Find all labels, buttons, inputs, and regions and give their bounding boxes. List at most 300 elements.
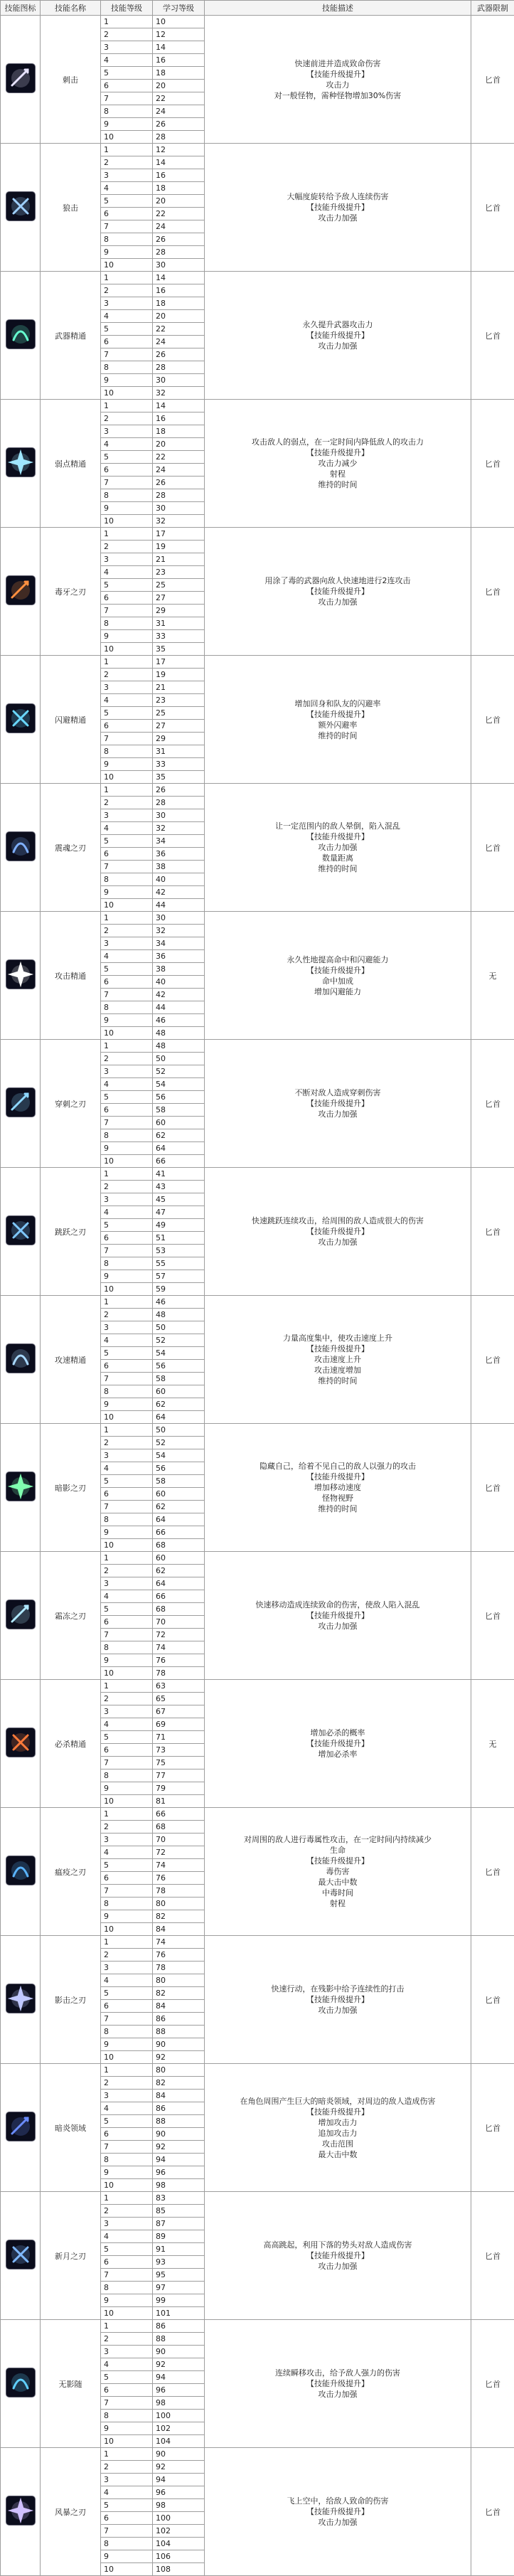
learn-level: 49 (153, 1219, 205, 1232)
description-line: 【技能升级提升】 (208, 965, 468, 976)
learn-level: 28 (153, 489, 205, 502)
skill-name: 必杀精通 (41, 1680, 101, 1808)
skill-name: 霜冻之刃 (41, 1552, 101, 1680)
skill-level: 8 (101, 489, 153, 502)
skill-level-row (1, 1296, 514, 1309)
skill-level: 5 (101, 963, 153, 976)
skill-level: 9 (101, 2550, 153, 2563)
weapon-limit: 匕首 (471, 144, 514, 272)
skill-level: 1 (101, 528, 153, 541)
learn-level: 14 (153, 156, 205, 169)
learn-level: 100 (153, 2410, 205, 2422)
description-line: 快速跳跃连续攻击，给周围的敌人造成很大的伤害 (208, 1215, 468, 1226)
weapon-limit: 匕首 (471, 1168, 514, 1296)
learn-level: 89 (153, 2230, 205, 2243)
skill-level: 10 (101, 2179, 153, 2192)
storm-blade-icon (6, 2496, 36, 2526)
learn-level: 76 (153, 1949, 205, 1962)
skill-level: 6 (101, 2256, 153, 2269)
skill-level: 7 (101, 733, 153, 745)
description-line: 攻击力加强 (208, 2005, 468, 2016)
learn-level: 10 (153, 16, 205, 28)
learn-level: 22 (153, 451, 205, 464)
description-line: 【技能升级提升】 (208, 586, 468, 597)
learn-level: 76 (153, 1872, 205, 1885)
skill-level: 3 (101, 2218, 153, 2230)
description-line: 数量距离 (208, 853, 468, 863)
learn-level: 21 (153, 681, 205, 694)
description-line: 不断对敌人造成穿刺伤害 (208, 1087, 468, 1098)
learn-level: 19 (153, 669, 205, 681)
description-line: 攻击范围 (208, 2139, 468, 2149)
skill-level: 8 (101, 2410, 153, 2422)
skill-level: 1 (101, 1296, 153, 1309)
skill-level: 7 (101, 2525, 153, 2538)
learn-level: 91 (153, 2243, 205, 2256)
skill-level: 7 (101, 220, 153, 233)
skill-level: 8 (101, 1641, 153, 1654)
learn-level: 26 (153, 477, 205, 489)
crescent-blade-icon (6, 1215, 36, 1245)
learn-level: 60 (153, 1117, 205, 1129)
skill-level: 7 (101, 861, 153, 873)
learn-level: 65 (153, 1693, 205, 1705)
skill-level: 3 (101, 1449, 153, 1462)
skill-level: 5 (101, 1987, 153, 2000)
skill-icon-cell (1, 1296, 41, 1424)
description-line: 攻击力 (208, 80, 468, 90)
weapon-limit: 匕首 (471, 400, 514, 528)
skill-level: 6 (101, 1744, 153, 1757)
skill-level: 5 (101, 1347, 153, 1360)
learn-level: 66 (153, 1590, 205, 1603)
skill-level: 10 (101, 1155, 153, 1168)
skill-icon-cell (1, 2192, 41, 2320)
learn-level: 62 (153, 1129, 205, 1142)
learn-level: 27 (153, 720, 205, 733)
skill-level: 2 (101, 1053, 153, 1065)
learn-level: 86 (153, 2320, 205, 2333)
description-line: 快速前进并造成致命伤害 (208, 58, 468, 69)
skill-level: 7 (101, 605, 153, 617)
learn-level: 17 (153, 656, 205, 669)
skill-level: 7 (101, 1885, 153, 1898)
learn-level: 21 (153, 553, 205, 566)
skill-icon-cell (1, 1808, 41, 1936)
learn-level: 94 (153, 2371, 205, 2384)
soul-blade-icon (6, 831, 36, 861)
description-line: 维持的时间 (208, 479, 468, 490)
skill-level: 2 (101, 2077, 153, 2090)
learn-level: 67 (153, 1705, 205, 1718)
learn-level: 50 (153, 1424, 205, 1437)
skill-icon-cell (1, 528, 41, 656)
learn-level: 24 (153, 464, 205, 477)
skill-level: 1 (101, 1680, 153, 1693)
skill-level: 5 (101, 195, 153, 208)
skill-level: 10 (101, 1795, 153, 1808)
description-line: 增加必杀率 (208, 1749, 468, 1760)
learn-level: 30 (153, 259, 205, 272)
learn-level: 68 (153, 1539, 205, 1552)
learn-level: 20 (153, 310, 205, 323)
learn-level: 57 (153, 1270, 205, 1283)
learn-level: 88 (153, 2026, 205, 2038)
learn-level: 22 (153, 208, 205, 220)
plague-blade-icon (6, 1856, 36, 1885)
frost-vortex-icon (6, 1600, 36, 1629)
description-line: 对周围的敌人进行毒属性攻击，在一定时间内持续减少 (208, 1834, 468, 1845)
skill-level: 7 (101, 2141, 153, 2154)
skill-level: 5 (101, 2243, 153, 2256)
learn-level: 95 (153, 2269, 205, 2282)
learn-level: 16 (153, 284, 205, 297)
skill-level: 6 (101, 464, 153, 477)
description-line: 增加回身和队友的闪避率 (208, 698, 468, 709)
dark-flame-icon (6, 2112, 36, 2141)
skill-level: 6 (101, 1360, 153, 1373)
learn-level: 28 (153, 246, 205, 259)
learn-level: 52 (153, 1065, 205, 1078)
description-line: 【技能升级提升】 (208, 2506, 468, 2517)
learn-level: 18 (153, 182, 205, 195)
learn-level: 14 (153, 272, 205, 284)
skill-description (205, 1296, 471, 1424)
skill-level: 4 (101, 54, 153, 67)
skill-level: 9 (101, 1782, 153, 1795)
learn-level: 66 (153, 1808, 205, 1821)
description-line: 攻击速度上升 (208, 1354, 468, 1365)
skill-level: 1 (101, 1808, 153, 1821)
description-line: 对一般怪物，需种怪物增加30%伤害 (208, 90, 468, 101)
skill-level: 1 (101, 1040, 153, 1053)
skill-level: 9 (101, 2294, 153, 2307)
venom-fang-icon (6, 575, 36, 605)
skill-level: 9 (101, 118, 153, 131)
skill-level: 4 (101, 2230, 153, 2243)
skill-level: 1 (101, 400, 153, 413)
skill-level: 6 (101, 2512, 153, 2525)
learn-level: 92 (153, 2461, 205, 2474)
learn-level: 84 (153, 2000, 205, 2013)
description-line: 攻击力加强 (208, 597, 468, 607)
learn-level: 90 (153, 2038, 205, 2051)
skill-level: 1 (101, 2448, 153, 2461)
learn-level: 28 (153, 797, 205, 809)
skill-level: 7 (101, 1757, 153, 1769)
learn-level: 23 (153, 566, 205, 579)
learn-level: 54 (153, 1078, 205, 1091)
skill-level: 2 (101, 2205, 153, 2218)
sword-thrust-icon (6, 63, 36, 93)
description-line: 【技能升级提升】 (208, 1738, 468, 1749)
learn-level: 50 (153, 1321, 205, 1334)
skill-level-row (1, 2192, 514, 2205)
header-icon: 技能图标 (1, 1, 41, 16)
learn-level: 12 (153, 28, 205, 41)
skill-level: 9 (101, 246, 153, 259)
learn-level: 108 (153, 2563, 205, 2576)
skill-level: 8 (101, 105, 153, 118)
skill-level: 3 (101, 1705, 153, 1718)
learn-level: 51 (153, 1232, 205, 1245)
skill-name: 新月之刃 (41, 2192, 101, 2320)
skill-level: 3 (101, 1193, 153, 1206)
learn-level: 32 (153, 822, 205, 835)
learn-level: 98 (153, 2499, 205, 2512)
learn-level: 52 (153, 1334, 205, 1347)
skill-description (205, 2448, 471, 2576)
skill-level: 2 (101, 1181, 153, 1193)
skill-level: 8 (101, 745, 153, 758)
header-level: 技能等级 (101, 1, 153, 16)
skill-level: 1 (101, 272, 153, 284)
skill-level: 1 (101, 16, 153, 28)
weapon-limit: 匕首 (471, 1040, 514, 1168)
learn-level: 28 (153, 131, 205, 144)
skill-level: 9 (101, 1910, 153, 1923)
skill-level-row (1, 2064, 514, 2077)
description-line: 用涂了毒的武器向敌人快速地进行2连攻击 (208, 575, 468, 586)
skill-level: 5 (101, 1859, 153, 1872)
learn-level: 44 (153, 899, 205, 912)
learn-level: 78 (153, 1667, 205, 1680)
skill-level: 3 (101, 2474, 153, 2486)
learn-level: 102 (153, 2422, 205, 2435)
skill-level-row (1, 656, 514, 669)
learn-level: 71 (153, 1731, 205, 1744)
description-line: 快速移动造成连续致命的伤害，使敌人陷入混乱 (208, 1600, 468, 1610)
learn-level: 47 (153, 1206, 205, 1219)
skill-level: 3 (101, 1065, 153, 1078)
skill-name: 影击之刃 (41, 1936, 101, 2064)
skill-level: 3 (101, 1321, 153, 1334)
skill-level: 6 (101, 1872, 153, 1885)
learn-level: 25 (153, 579, 205, 592)
learn-level: 54 (153, 1449, 205, 1462)
skill-level-row (1, 1168, 514, 1181)
skill-description (205, 912, 471, 1040)
skill-name: 穿刺之刃 (41, 1040, 101, 1168)
skill-level: 5 (101, 2115, 153, 2128)
learn-level: 84 (153, 1923, 205, 1936)
learn-level: 66 (153, 1526, 205, 1539)
skill-level-row (1, 400, 514, 413)
skill-level: 10 (101, 643, 153, 656)
description-line: 增加闪避能力 (208, 986, 468, 997)
learn-level: 32 (153, 387, 205, 400)
skill-level-row (1, 912, 514, 925)
skill-name: 毒牙之刃 (41, 528, 101, 656)
skills-body (1, 16, 514, 2576)
learn-level: 72 (153, 1846, 205, 1859)
learn-level: 66 (153, 1155, 205, 1168)
weapon-limit: 无 (471, 912, 514, 1040)
learn-level: 35 (153, 643, 205, 656)
skill-level: 2 (101, 2461, 153, 2474)
learn-level: 81 (153, 1795, 205, 1808)
skill-level: 9 (101, 374, 153, 387)
weapon-limit: 匕首 (471, 528, 514, 656)
learn-level: 88 (153, 2115, 205, 2128)
skill-level: 9 (101, 1654, 153, 1667)
description-line: 攻击力加强 (208, 1109, 468, 1119)
learn-level: 86 (153, 2102, 205, 2115)
learn-level: 90 (153, 2346, 205, 2358)
learn-level: 24 (153, 336, 205, 348)
learn-level: 40 (153, 976, 205, 989)
learn-level: 75 (153, 1757, 205, 1769)
skill-level: 4 (101, 950, 153, 963)
learn-level: 74 (153, 1859, 205, 1872)
learn-level: 48 (153, 1309, 205, 1321)
learn-level: 62 (153, 1398, 205, 1411)
skill-level: 6 (101, 1616, 153, 1629)
skill-level: 10 (101, 131, 153, 144)
learn-level: 56 (153, 1462, 205, 1475)
learn-level: 102 (153, 2525, 205, 2538)
learn-level: 26 (153, 118, 205, 131)
skill-description (205, 528, 471, 656)
skill-level: 6 (101, 2128, 153, 2141)
skill-level: 5 (101, 1731, 153, 1744)
skill-level: 6 (101, 2000, 153, 2013)
skill-level: 3 (101, 169, 153, 182)
skill-level: 4 (101, 1334, 153, 1347)
skill-level: 1 (101, 784, 153, 797)
skill-level: 4 (101, 1078, 153, 1091)
skill-level: 9 (101, 1014, 153, 1027)
learn-level: 26 (153, 784, 205, 797)
learn-level: 90 (153, 2128, 205, 2141)
skill-level: 2 (101, 541, 153, 553)
skill-level: 2 (101, 925, 153, 937)
skill-level: 2 (101, 797, 153, 809)
skill-description (205, 1808, 471, 1936)
skill-description (205, 656, 471, 784)
description-line: 【技能升级提升】 (208, 1343, 468, 1354)
skill-level: 5 (101, 1219, 153, 1232)
skill-level: 4 (101, 182, 153, 195)
skill-level: 1 (101, 1168, 153, 1181)
skill-level: 8 (101, 2538, 153, 2550)
skill-level: 3 (101, 1962, 153, 1974)
description-line: 【技能升级提升】 (208, 1471, 468, 1482)
skill-level: 6 (101, 80, 153, 92)
skill-level: 8 (101, 1898, 153, 1910)
learn-level: 98 (153, 2397, 205, 2410)
learn-level: 28 (153, 361, 205, 374)
skill-level: 6 (101, 1104, 153, 1117)
skill-level: 5 (101, 707, 153, 720)
skill-level: 5 (101, 1475, 153, 1488)
skill-level: 1 (101, 656, 153, 669)
description-line: 攻击速度增加 (208, 1365, 468, 1375)
skill-description (205, 272, 471, 400)
learn-level: 58 (153, 1373, 205, 1385)
learn-level: 16 (153, 169, 205, 182)
skill-name: 暗影之刃 (41, 1424, 101, 1552)
learn-level: 33 (153, 630, 205, 643)
learn-level: 80 (153, 2064, 205, 2077)
skill-level: 8 (101, 617, 153, 630)
skill-level: 2 (101, 413, 153, 425)
learn-level: 36 (153, 848, 205, 861)
description-line: 【技能升级提升】 (208, 2250, 468, 2261)
description-line: 最大击中数 (208, 1877, 468, 1888)
learn-level: 30 (153, 912, 205, 925)
skill-level: 7 (101, 1501, 153, 1513)
pierce-blade-icon (6, 1087, 36, 1117)
skill-level: 2 (101, 669, 153, 681)
skill-level: 2 (101, 2333, 153, 2346)
description-line: 命中加成 (208, 976, 468, 986)
description-line: 攻击力加强 (208, 2389, 468, 2400)
skill-level: 2 (101, 1693, 153, 1705)
skill-level: 9 (101, 1398, 153, 1411)
description-line: 高高跳起，利用下落的势头对敌人造成伤害 (208, 2240, 468, 2250)
learn-level: 18 (153, 297, 205, 310)
description-line: 生命 (208, 1845, 468, 1856)
learn-level: 55 (153, 1257, 205, 1270)
learn-level: 36 (153, 950, 205, 963)
learn-level: 64 (153, 1513, 205, 1526)
description-line: 【技能升级提升】 (208, 1226, 468, 1237)
description-line: 【技能升级提升】 (208, 1856, 468, 1866)
skill-level: 4 (101, 1974, 153, 1987)
learn-level: 73 (153, 1744, 205, 1757)
learn-level: 77 (153, 1769, 205, 1782)
learn-level: 18 (153, 425, 205, 438)
weapon-limit: 匕首 (471, 656, 514, 784)
skill-level-row (1, 2448, 514, 2461)
skill-level: 4 (101, 566, 153, 579)
shadowless-icon (6, 2368, 36, 2397)
skill-name: 无影随 (41, 2320, 101, 2448)
skill-level: 3 (101, 937, 153, 950)
skill-level: 10 (101, 259, 153, 272)
learn-level: 82 (153, 1910, 205, 1923)
learn-level: 53 (153, 1245, 205, 1257)
weapon-limit: 匕首 (471, 2064, 514, 2192)
description-line: 【技能升级提升】 (208, 1610, 468, 1621)
skill-icon-cell (1, 2448, 41, 2576)
skill-description (205, 144, 471, 272)
learn-level: 84 (153, 2090, 205, 2102)
skill-name: 跳跃之刃 (41, 1168, 101, 1296)
learn-level: 63 (153, 1680, 205, 1693)
learn-level: 45 (153, 1193, 205, 1206)
learn-level: 46 (153, 1296, 205, 1309)
skill-description (205, 784, 471, 912)
skill-level: 2 (101, 28, 153, 41)
skill-level-row (1, 1680, 514, 1693)
weapon-limit: 匕首 (471, 1808, 514, 1936)
learn-level: 96 (153, 2486, 205, 2499)
description-line: 攻击敌人的弱点，在一定时间内降低敌人的攻击力 (208, 437, 468, 447)
skill-level: 9 (101, 758, 153, 771)
skill-level: 3 (101, 1833, 153, 1846)
skill-level: 9 (101, 502, 153, 515)
skill-level: 4 (101, 1718, 153, 1731)
learn-level: 58 (153, 1104, 205, 1117)
learn-level: 80 (153, 1898, 205, 1910)
learn-level: 32 (153, 925, 205, 937)
skill-level: 7 (101, 2397, 153, 2410)
learn-level: 46 (153, 1014, 205, 1027)
weapon-limit: 匕首 (471, 2320, 514, 2448)
learn-level: 69 (153, 1718, 205, 1731)
